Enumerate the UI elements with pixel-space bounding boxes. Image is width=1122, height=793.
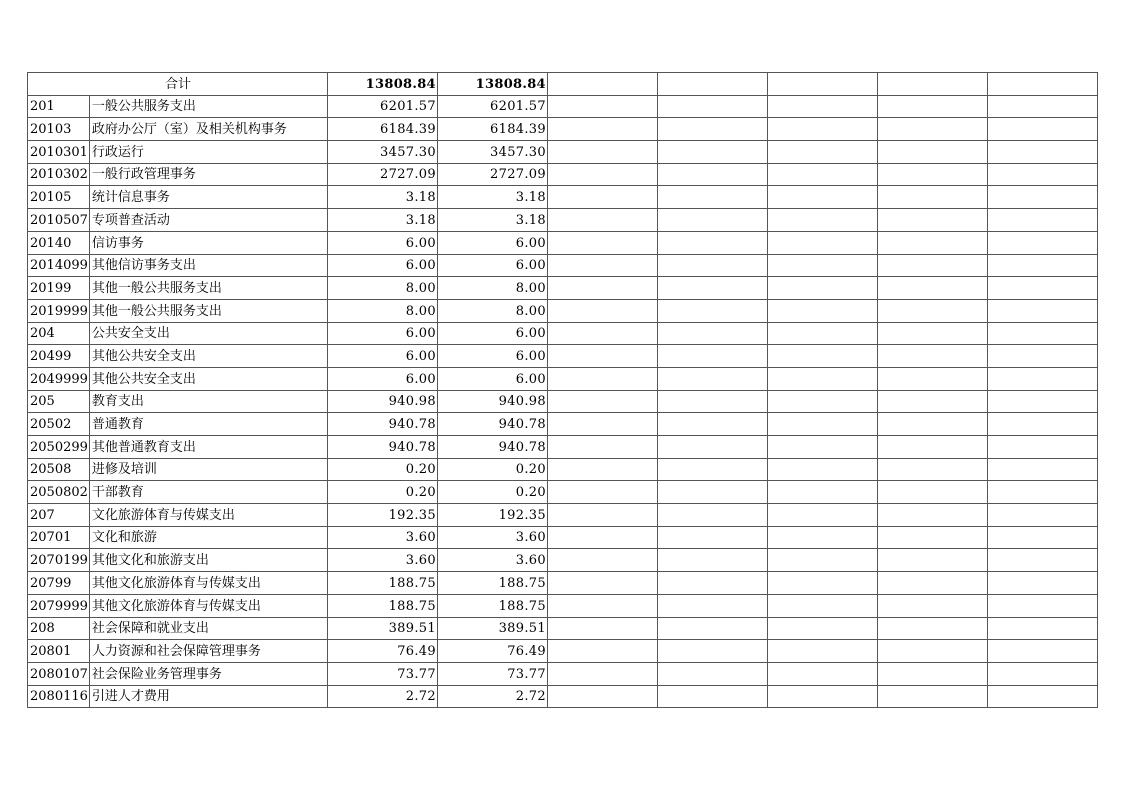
empty-cell	[987, 277, 1097, 300]
empty-cell	[987, 572, 1097, 595]
empty-cell	[877, 141, 987, 164]
row-value-1: 8.00	[327, 277, 437, 300]
empty-cell	[657, 118, 767, 141]
row-value-2: 8.00	[437, 299, 547, 322]
row-value-2: 940.78	[437, 413, 547, 436]
row-value-1: 8.00	[327, 299, 437, 322]
empty-cell	[987, 367, 1097, 390]
row-value-2: 6184.39	[437, 118, 547, 141]
empty-cell	[657, 73, 767, 96]
table-row	[28, 458, 1098, 481]
empty-cell	[767, 640, 877, 663]
empty-cell	[547, 662, 657, 685]
table-row	[28, 526, 1098, 549]
row-name: 人力资源和社会保障管理事务	[89, 640, 327, 663]
empty-cell	[987, 549, 1097, 572]
row-name: 政府办公厅（室）及相关机构事务	[89, 118, 327, 141]
row-name: 文化旅游体育与传媒支出	[89, 504, 327, 527]
row-value-2: 2.72	[437, 685, 547, 708]
row-name: 社会保险业务管理事务	[89, 662, 327, 685]
empty-cell	[987, 685, 1097, 708]
row-value-2: 6.00	[437, 322, 547, 345]
row-name: 社会保障和就业支出	[89, 617, 327, 640]
empty-cell	[767, 390, 877, 413]
row-value-2: 940.98	[437, 390, 547, 413]
row-name: 行政运行	[89, 141, 327, 164]
row-name: 教育支出	[89, 390, 327, 413]
empty-cell	[987, 458, 1097, 481]
empty-cell	[657, 390, 767, 413]
empty-cell	[657, 617, 767, 640]
row-code: 20140	[28, 231, 90, 254]
empty-cell	[767, 526, 877, 549]
empty-cell	[547, 299, 657, 322]
empty-cell	[877, 299, 987, 322]
empty-cell	[767, 118, 877, 141]
empty-cell	[987, 594, 1097, 617]
table-row	[28, 118, 1098, 141]
row-value-1: 188.75	[327, 594, 437, 617]
empty-cell	[767, 186, 877, 209]
row-value-1: 6184.39	[327, 118, 437, 141]
empty-cell	[767, 413, 877, 436]
empty-cell	[767, 504, 877, 527]
empty-cell	[547, 436, 657, 459]
row-value-1: 389.51	[327, 617, 437, 640]
empty-cell	[877, 617, 987, 640]
empty-cell	[987, 345, 1097, 368]
row-name: 引进人才费用	[89, 685, 327, 708]
row-value-2: 3.18	[437, 209, 547, 232]
empty-cell	[547, 367, 657, 390]
empty-cell	[657, 345, 767, 368]
row-name: 专项普查活动	[89, 209, 327, 232]
empty-cell	[877, 345, 987, 368]
empty-cell	[547, 186, 657, 209]
empty-cell	[767, 73, 877, 96]
empty-cell	[657, 413, 767, 436]
empty-cell	[877, 322, 987, 345]
empty-cell	[547, 95, 657, 118]
table-row	[28, 231, 1098, 254]
empty-cell	[877, 504, 987, 527]
empty-cell	[767, 594, 877, 617]
empty-cell	[987, 662, 1097, 685]
empty-cell	[987, 231, 1097, 254]
row-value-2: 940.78	[437, 436, 547, 459]
row-value-2: 6.00	[437, 367, 547, 390]
row-value-2: 8.00	[437, 277, 547, 300]
table-row	[28, 163, 1098, 186]
empty-cell	[547, 277, 657, 300]
empty-cell	[657, 277, 767, 300]
table-row	[28, 662, 1098, 685]
empty-cell	[657, 367, 767, 390]
empty-cell	[547, 322, 657, 345]
row-value-2: 389.51	[437, 617, 547, 640]
empty-cell	[767, 572, 877, 595]
row-name: 文化和旅游	[89, 526, 327, 549]
row-value-1: 3.18	[327, 209, 437, 232]
row-code: 2070199	[28, 549, 90, 572]
table-row	[28, 436, 1098, 459]
empty-cell	[877, 640, 987, 663]
empty-cell	[987, 526, 1097, 549]
empty-cell	[987, 118, 1097, 141]
table-row	[28, 95, 1098, 118]
empty-cell	[987, 141, 1097, 164]
row-value-1: 73.77	[327, 662, 437, 685]
table-row	[28, 254, 1098, 277]
row-value-2: 73.77	[437, 662, 547, 685]
row-name: 其他公共安全支出	[89, 345, 327, 368]
empty-cell	[877, 118, 987, 141]
empty-cell	[767, 481, 877, 504]
empty-cell	[547, 254, 657, 277]
row-value-1: 0.20	[327, 481, 437, 504]
row-code: 20103	[28, 118, 90, 141]
empty-cell	[987, 436, 1097, 459]
table-body	[28, 73, 1098, 708]
empty-cell	[877, 549, 987, 572]
table-row	[28, 209, 1098, 232]
empty-cell	[877, 163, 987, 186]
empty-cell	[657, 209, 767, 232]
row-value-1: 940.98	[327, 390, 437, 413]
empty-cell	[547, 209, 657, 232]
table-row	[28, 141, 1098, 164]
empty-cell	[547, 594, 657, 617]
row-value-2: 2727.09	[437, 163, 547, 186]
row-value-2: 3.18	[437, 186, 547, 209]
empty-cell	[877, 186, 987, 209]
empty-cell	[767, 141, 877, 164]
empty-cell	[877, 95, 987, 118]
row-code: 2049999	[28, 367, 90, 390]
empty-cell	[547, 549, 657, 572]
table-row	[28, 549, 1098, 572]
empty-cell	[877, 367, 987, 390]
row-name: 进修及培训	[89, 458, 327, 481]
empty-cell	[547, 458, 657, 481]
row-name: 其他文化旅游体育与传媒支出	[89, 594, 327, 617]
empty-cell	[657, 504, 767, 527]
empty-cell	[987, 413, 1097, 436]
table-row	[28, 572, 1098, 595]
empty-cell	[987, 95, 1097, 118]
row-value-2: 6.00	[437, 345, 547, 368]
row-value-1: 192.35	[327, 504, 437, 527]
empty-cell	[987, 504, 1097, 527]
row-value-1: 6201.57	[327, 95, 437, 118]
row-value-1: 2.72	[327, 685, 437, 708]
empty-cell	[877, 572, 987, 595]
total-label: 合计	[28, 73, 328, 96]
empty-cell	[657, 481, 767, 504]
empty-cell	[547, 481, 657, 504]
row-name: 其他一般公共服务支出	[89, 277, 327, 300]
empty-cell	[767, 322, 877, 345]
empty-cell	[767, 617, 877, 640]
row-value-1: 6.00	[327, 345, 437, 368]
empty-cell	[987, 390, 1097, 413]
row-code: 20701	[28, 526, 90, 549]
empty-cell	[547, 413, 657, 436]
row-value-1: 940.78	[327, 436, 437, 459]
row-name: 其他一般公共服务支出	[89, 299, 327, 322]
empty-cell	[877, 526, 987, 549]
row-value-1: 6.00	[327, 322, 437, 345]
empty-cell	[877, 685, 987, 708]
table-row	[28, 413, 1098, 436]
empty-cell	[877, 254, 987, 277]
table-row	[28, 322, 1098, 345]
empty-cell	[767, 163, 877, 186]
empty-cell	[767, 209, 877, 232]
empty-cell	[657, 549, 767, 572]
table-row	[28, 367, 1098, 390]
row-value-2: 6.00	[437, 254, 547, 277]
empty-cell	[657, 322, 767, 345]
empty-cell	[657, 594, 767, 617]
table-row	[28, 594, 1098, 617]
total-row	[28, 73, 1098, 96]
empty-cell	[657, 299, 767, 322]
row-value-1: 940.78	[327, 413, 437, 436]
empty-cell	[767, 231, 877, 254]
row-value-1: 2727.09	[327, 163, 437, 186]
row-code: 20499	[28, 345, 90, 368]
expenditure-table	[27, 72, 1098, 708]
empty-cell	[547, 118, 657, 141]
row-value-2: 6201.57	[437, 95, 547, 118]
row-code: 201	[28, 95, 90, 118]
table-row	[28, 186, 1098, 209]
empty-cell	[547, 640, 657, 663]
empty-cell	[987, 481, 1097, 504]
empty-cell	[877, 436, 987, 459]
empty-cell	[987, 186, 1097, 209]
empty-cell	[547, 617, 657, 640]
row-code: 2010507	[28, 209, 90, 232]
row-value-1: 3457.30	[327, 141, 437, 164]
empty-cell	[657, 662, 767, 685]
empty-cell	[657, 231, 767, 254]
empty-cell	[767, 299, 877, 322]
row-value-1: 3.18	[327, 186, 437, 209]
table-row	[28, 617, 1098, 640]
table-row	[28, 685, 1098, 708]
empty-cell	[767, 436, 877, 459]
row-value-1: 0.20	[327, 458, 437, 481]
table-row	[28, 299, 1098, 322]
empty-cell	[657, 141, 767, 164]
table-row	[28, 504, 1098, 527]
empty-cell	[657, 526, 767, 549]
empty-cell	[767, 277, 877, 300]
empty-cell	[547, 572, 657, 595]
total-value-2: 13808.84	[437, 73, 547, 96]
empty-cell	[987, 209, 1097, 232]
empty-cell	[987, 617, 1097, 640]
empty-cell	[767, 458, 877, 481]
row-name: 其他文化旅游体育与传媒支出	[89, 572, 327, 595]
row-value-1: 188.75	[327, 572, 437, 595]
empty-cell	[987, 640, 1097, 663]
row-code: 2080107	[28, 662, 90, 685]
row-code: 20105	[28, 186, 90, 209]
row-code: 20199	[28, 277, 90, 300]
empty-cell	[877, 73, 987, 96]
empty-cell	[767, 345, 877, 368]
empty-cell	[877, 209, 987, 232]
row-name: 其他信访事务支出	[89, 254, 327, 277]
empty-cell	[657, 436, 767, 459]
empty-cell	[877, 413, 987, 436]
empty-cell	[657, 163, 767, 186]
row-code: 205	[28, 390, 90, 413]
row-code: 207	[28, 504, 90, 527]
row-name: 公共安全支出	[89, 322, 327, 345]
row-name: 其他普通教育支出	[89, 436, 327, 459]
row-code: 2010301	[28, 141, 90, 164]
row-value-1: 6.00	[327, 231, 437, 254]
row-value-2: 3.60	[437, 549, 547, 572]
empty-cell	[767, 549, 877, 572]
row-code: 2080116	[28, 685, 90, 708]
empty-cell	[987, 73, 1097, 96]
empty-cell	[767, 254, 877, 277]
row-name: 信访事务	[89, 231, 327, 254]
empty-cell	[657, 186, 767, 209]
empty-cell	[547, 141, 657, 164]
empty-cell	[657, 254, 767, 277]
row-value-2: 3457.30	[437, 141, 547, 164]
row-value-2: 76.49	[437, 640, 547, 663]
empty-cell	[987, 254, 1097, 277]
empty-cell	[877, 594, 987, 617]
empty-cell	[657, 572, 767, 595]
row-value-1: 6.00	[327, 367, 437, 390]
row-value-2: 3.60	[437, 526, 547, 549]
empty-cell	[877, 231, 987, 254]
table-row	[28, 277, 1098, 300]
empty-cell	[657, 95, 767, 118]
row-code: 2079999	[28, 594, 90, 617]
row-name: 一般行政管理事务	[89, 163, 327, 186]
empty-cell	[547, 390, 657, 413]
empty-cell	[547, 73, 657, 96]
empty-cell	[877, 277, 987, 300]
row-value-1: 3.60	[327, 526, 437, 549]
row-code: 2014099	[28, 254, 90, 277]
row-value-2: 188.75	[437, 594, 547, 617]
empty-cell	[547, 231, 657, 254]
empty-cell	[547, 685, 657, 708]
empty-cell	[877, 390, 987, 413]
row-name: 统计信息事务	[89, 186, 327, 209]
empty-cell	[657, 640, 767, 663]
row-value-2: 0.20	[437, 481, 547, 504]
row-code: 20508	[28, 458, 90, 481]
empty-cell	[547, 345, 657, 368]
empty-cell	[657, 685, 767, 708]
table-row	[28, 640, 1098, 663]
table-row	[28, 345, 1098, 368]
total-value-1: 13808.84	[327, 73, 437, 96]
empty-cell	[657, 458, 767, 481]
table-row	[28, 481, 1098, 504]
empty-cell	[767, 95, 877, 118]
table-row	[28, 390, 1098, 413]
row-name: 一般公共服务支出	[89, 95, 327, 118]
row-value-2: 6.00	[437, 231, 547, 254]
row-value-1: 76.49	[327, 640, 437, 663]
empty-cell	[547, 526, 657, 549]
row-value-2: 188.75	[437, 572, 547, 595]
empty-cell	[987, 299, 1097, 322]
empty-cell	[767, 662, 877, 685]
row-value-1: 6.00	[327, 254, 437, 277]
empty-cell	[877, 458, 987, 481]
empty-cell	[987, 322, 1097, 345]
row-value-2: 0.20	[437, 458, 547, 481]
row-name: 其他公共安全支出	[89, 367, 327, 390]
empty-cell	[767, 367, 877, 390]
empty-cell	[987, 163, 1097, 186]
row-code: 20799	[28, 572, 90, 595]
row-code: 2050802	[28, 481, 90, 504]
row-code: 2050299	[28, 436, 90, 459]
row-code: 204	[28, 322, 90, 345]
empty-cell	[877, 481, 987, 504]
row-name: 普通教育	[89, 413, 327, 436]
row-value-1: 3.60	[327, 549, 437, 572]
row-code: 2019999	[28, 299, 90, 322]
empty-cell	[547, 504, 657, 527]
row-name: 干部教育	[89, 481, 327, 504]
row-name: 其他文化和旅游支出	[89, 549, 327, 572]
row-code: 2010302	[28, 163, 90, 186]
row-code: 20801	[28, 640, 90, 663]
budget-sheet	[27, 72, 1098, 708]
empty-cell	[767, 685, 877, 708]
empty-cell	[547, 163, 657, 186]
empty-cell	[877, 662, 987, 685]
row-value-2: 192.35	[437, 504, 547, 527]
row-code: 20502	[28, 413, 90, 436]
row-code: 208	[28, 617, 90, 640]
